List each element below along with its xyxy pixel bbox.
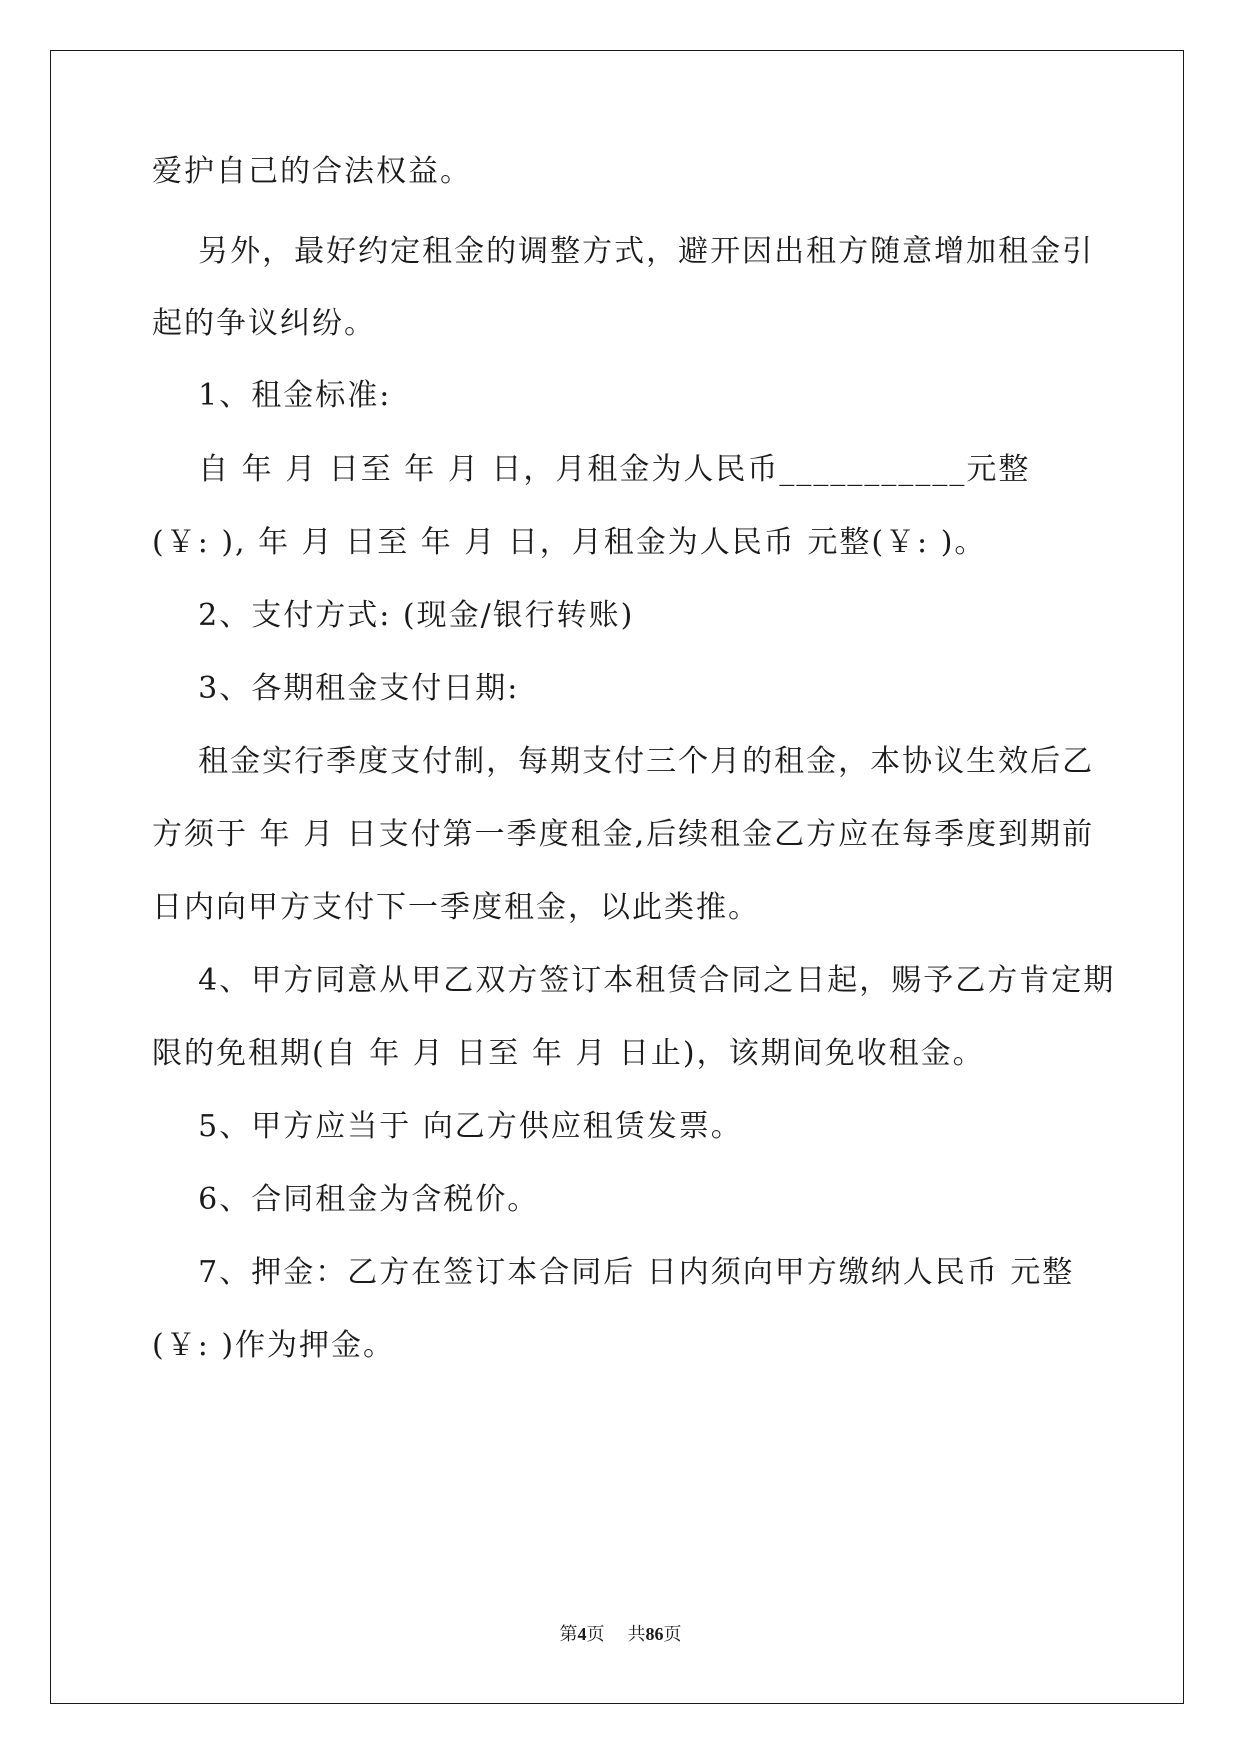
text-line: 1、租金标准: xyxy=(152,378,392,413)
text-line: 方须于 年 月 日支付第一季度租金,后续租金乙方应在每季度到期前 xyxy=(152,817,1095,852)
text-line: 起的争议纠纷。 xyxy=(152,306,376,341)
page-number: 4 xyxy=(577,1624,587,1644)
text-line: 7、押金：乙方在签订本合同后 日内须向甲方缴纳人民币 元整 xyxy=(152,1255,1075,1290)
page-border xyxy=(50,50,1184,1704)
text-line: (￥: )作为押金。 xyxy=(152,1328,396,1363)
footer-total-prefix: 共 xyxy=(627,1624,646,1645)
footer-total-suffix: 页 xyxy=(663,1624,682,1645)
text-line: 2、支付方式: (现金/银行转账) xyxy=(152,598,635,633)
text-line: 另外，最好约定租金的调整方式，避开因出租方随意增加租金引 xyxy=(152,234,1095,269)
text-line: 4、甲方同意从甲乙双方签订本租赁合同之日起，赐予乙方肯定期 xyxy=(152,963,1116,998)
text-line: 日内向甲方支付下一季度租金，以此类推。 xyxy=(152,890,760,925)
text-line: 3、各期租金支付日期: xyxy=(152,671,520,706)
text-line: 5、甲方应当于 向乙方供应租赁发票。 xyxy=(152,1109,743,1144)
total-pages: 86 xyxy=(645,1624,664,1644)
text-line: 爱护自己的合法权益。 xyxy=(152,154,472,189)
text-line: 6、合同租金为含税价。 xyxy=(152,1182,540,1217)
page-footer xyxy=(0,1620,1241,1646)
text-line: 自 年 月 日至 年 月 日，月租金为人民币___________元整 xyxy=(152,452,1031,487)
text-line: (￥: ), 年 月 日至 年 月 日，月租金为人民币 元整(￥: )。 xyxy=(152,525,987,560)
footer-page-suffix: 页 xyxy=(586,1624,605,1645)
text-line: 限的免租期(自 年 月 日至 年 月 日止)，该期间免收租金。 xyxy=(152,1036,985,1071)
text-line: 租金实行季度支付制，每期支付三个月的租金，本协议生效后乙 xyxy=(152,744,1095,779)
footer-prefix: 第 xyxy=(559,1624,578,1645)
